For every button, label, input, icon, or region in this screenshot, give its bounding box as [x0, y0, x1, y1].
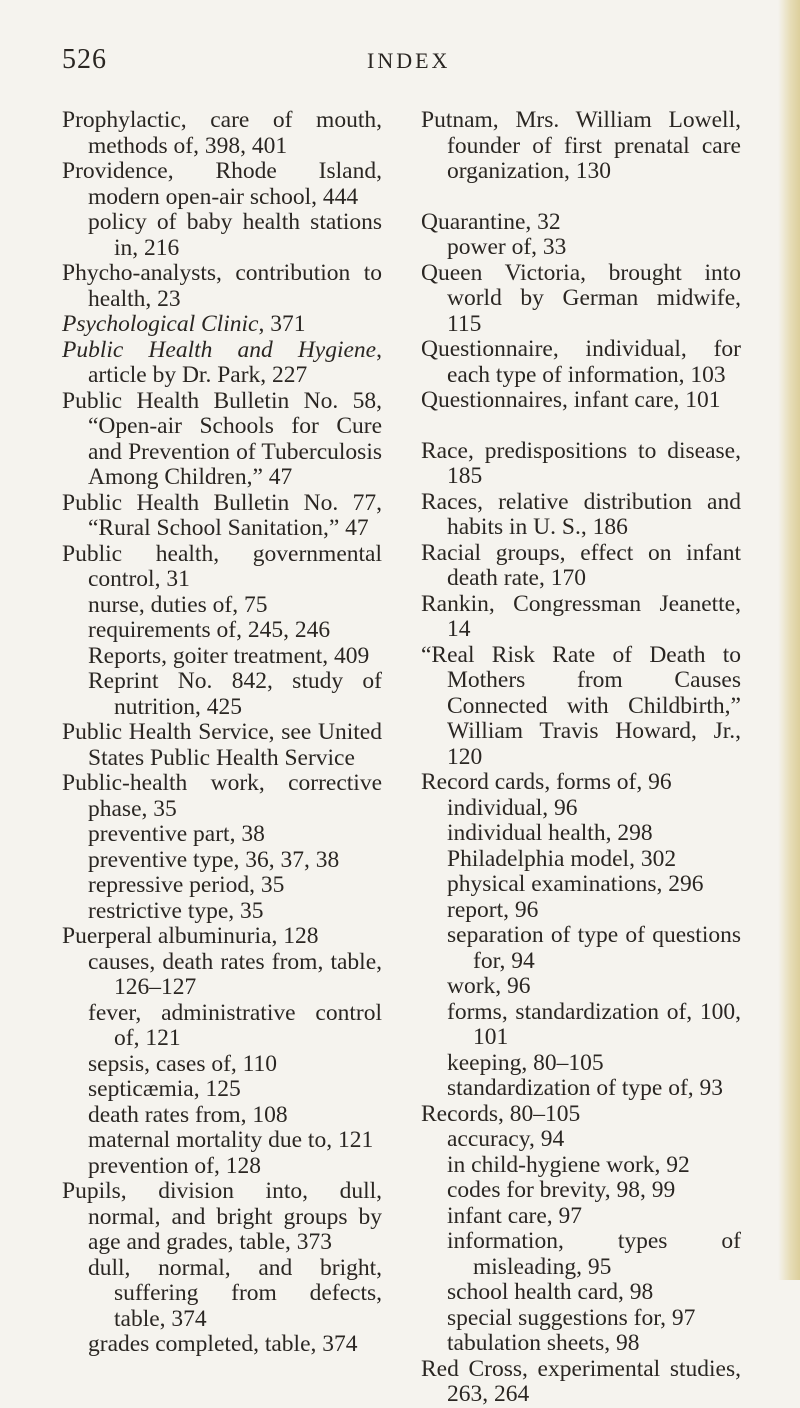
page-header: [62, 44, 742, 84]
index-subentry: standardization of type of, 93: [447, 1075, 724, 1101]
index-subentry: infant care, 97: [447, 1202, 583, 1229]
index-subentry: school health card, 98: [447, 1279, 654, 1305]
index-subentry: sepsis, cases of, 110: [88, 1050, 278, 1077]
index-entry: Rankin, Congressman Jeanette, 14: [421, 590, 741, 642]
index-entry: Public-health work, corrective phase, 35: [62, 770, 382, 822]
index-subentry: preventive part, 38: [88, 821, 265, 847]
index-subentry: nurse, duties of, 75: [88, 591, 268, 618]
index-subentry: power of, 33: [447, 234, 567, 260]
running-head: INDEX: [367, 48, 451, 73]
index-subentry: policy of baby health stations in, 216: [88, 209, 382, 261]
index-subentry: individual health, 298: [447, 820, 653, 846]
index-subentry: information, types of misleading, 95: [447, 1228, 741, 1280]
index-entry: Races, relative distribution and habits in U. S., 186: [421, 488, 741, 540]
index-subentry: dull, normal, and bright, suffering from defects, table, 374: [88, 1254, 382, 1332]
index-entry: Questionnaire, individual, for each type of information, 103: [421, 336, 741, 388]
index-subentry: septicæmia, 125: [88, 1076, 241, 1102]
index-entry: Public Health Bulletin No. 58, “Open-air Schools for Cure and Prevention of Tuberculosis Among Children,” 47: [62, 387, 382, 490]
index-subentry: restrictive type, 35: [88, 897, 264, 924]
index-subentry: Reprint No. 842, study of nutrition, 425: [88, 668, 382, 720]
index-subentry: work, 96: [447, 973, 531, 999]
index-entry: Queen Victoria, brought into world by German midwife, 115: [421, 259, 741, 337]
index-entry: Psychological Clinic, 371: [62, 311, 306, 337]
page-number: 526: [62, 44, 107, 75]
index-subentry: requirements of, 245, 246: [88, 617, 331, 643]
index-subentry: forms, standardization of, 100, 101: [447, 998, 741, 1050]
index-entry: Racial groups, effect on infant death rate, 170: [421, 539, 741, 591]
index-entry: “Real Risk Rate of Death to Mothers from Causes Connected with Childbirth,” William Travis Howard, Jr., 120: [421, 641, 741, 770]
index-subentry: accuracy, 94: [447, 1126, 565, 1152]
index-column-right: [421, 108, 741, 1408]
page-edge: [778, 0, 800, 1280]
index-entry: Race, predispositions to disease, 185: [421, 437, 741, 489]
index-entry: Phycho-analysts, contribution to health, 23: [62, 260, 382, 312]
index-subentry: separation of type of questions for, 94: [447, 922, 741, 974]
index-subentry: special suggestions for, 97: [447, 1304, 696, 1331]
index-subentry: repressive period, 35: [88, 872, 285, 898]
index-entry: Public Health Bulletin No. 77, “Rural School Sanitation,” 47: [62, 489, 382, 541]
index-entry: Putnam, Mrs. William Lowell, founder of first prenatal care organization, 130: [421, 107, 741, 184]
index-subentry: death rates from, 108: [88, 1101, 288, 1128]
index-entry: Red Cross, experimental studies, 263, 264: [421, 1355, 741, 1407]
index-column-left: [62, 108, 382, 1358]
index-subentry: codes for brevity, 98, 99: [447, 1177, 676, 1203]
index-subentry: causes, death rates from, table, 126–127: [88, 948, 382, 1000]
index-subentry: individual, 96: [447, 794, 578, 821]
index-entry: Record cards, forms of, 96: [421, 769, 672, 795]
index-entry: Pupils, division into, dull, normal, and bright groups by age and grades, table, 373: [62, 1178, 382, 1255]
index-entry: Records, 80–105: [421, 1100, 581, 1127]
index-subentry: maternal mortality due to, 121: [88, 1127, 374, 1153]
index-entry: Quarantine, 32: [421, 208, 561, 235]
index-entry: Public Health Service, see United States Public Health Service: [62, 719, 382, 771]
index-entry: Public health, governmental control, 31: [62, 540, 382, 592]
index-entry: Public Health and Hygiene, article by Dr. Park, 227: [62, 336, 382, 388]
index-entry: Prophylactic, care of mouth, methods of, 398, 401: [62, 107, 382, 159]
index-subentry: fever, administrative control of, 121: [88, 999, 382, 1051]
index-subentry: keeping, 80–105: [447, 1049, 604, 1076]
index-subentry: in child-hygiene work, 92: [447, 1151, 690, 1178]
index-subentry: Philadelphia model, 302: [447, 845, 677, 872]
index-subentry: preventive type, 36, 37, 38: [88, 846, 340, 873]
index-subentry: grades completed, table, 374: [88, 1331, 358, 1357]
index-subentry: tabulation sheets, 98: [447, 1330, 640, 1356]
index-entry: Questionnaires, infant care, 101: [421, 387, 721, 413]
index-subentry: Reports, goiter treatment, 409: [88, 642, 370, 669]
index-subentry: physical examinations, 296: [447, 871, 704, 897]
index-subentry: report, 96: [447, 896, 539, 923]
index-entry: Puerperal albuminuria, 128: [62, 923, 319, 949]
index-subentry: prevention of, 128: [88, 1152, 261, 1179]
index-entry: Providence, Rhode Island, modern open-air school, 444: [62, 158, 382, 210]
